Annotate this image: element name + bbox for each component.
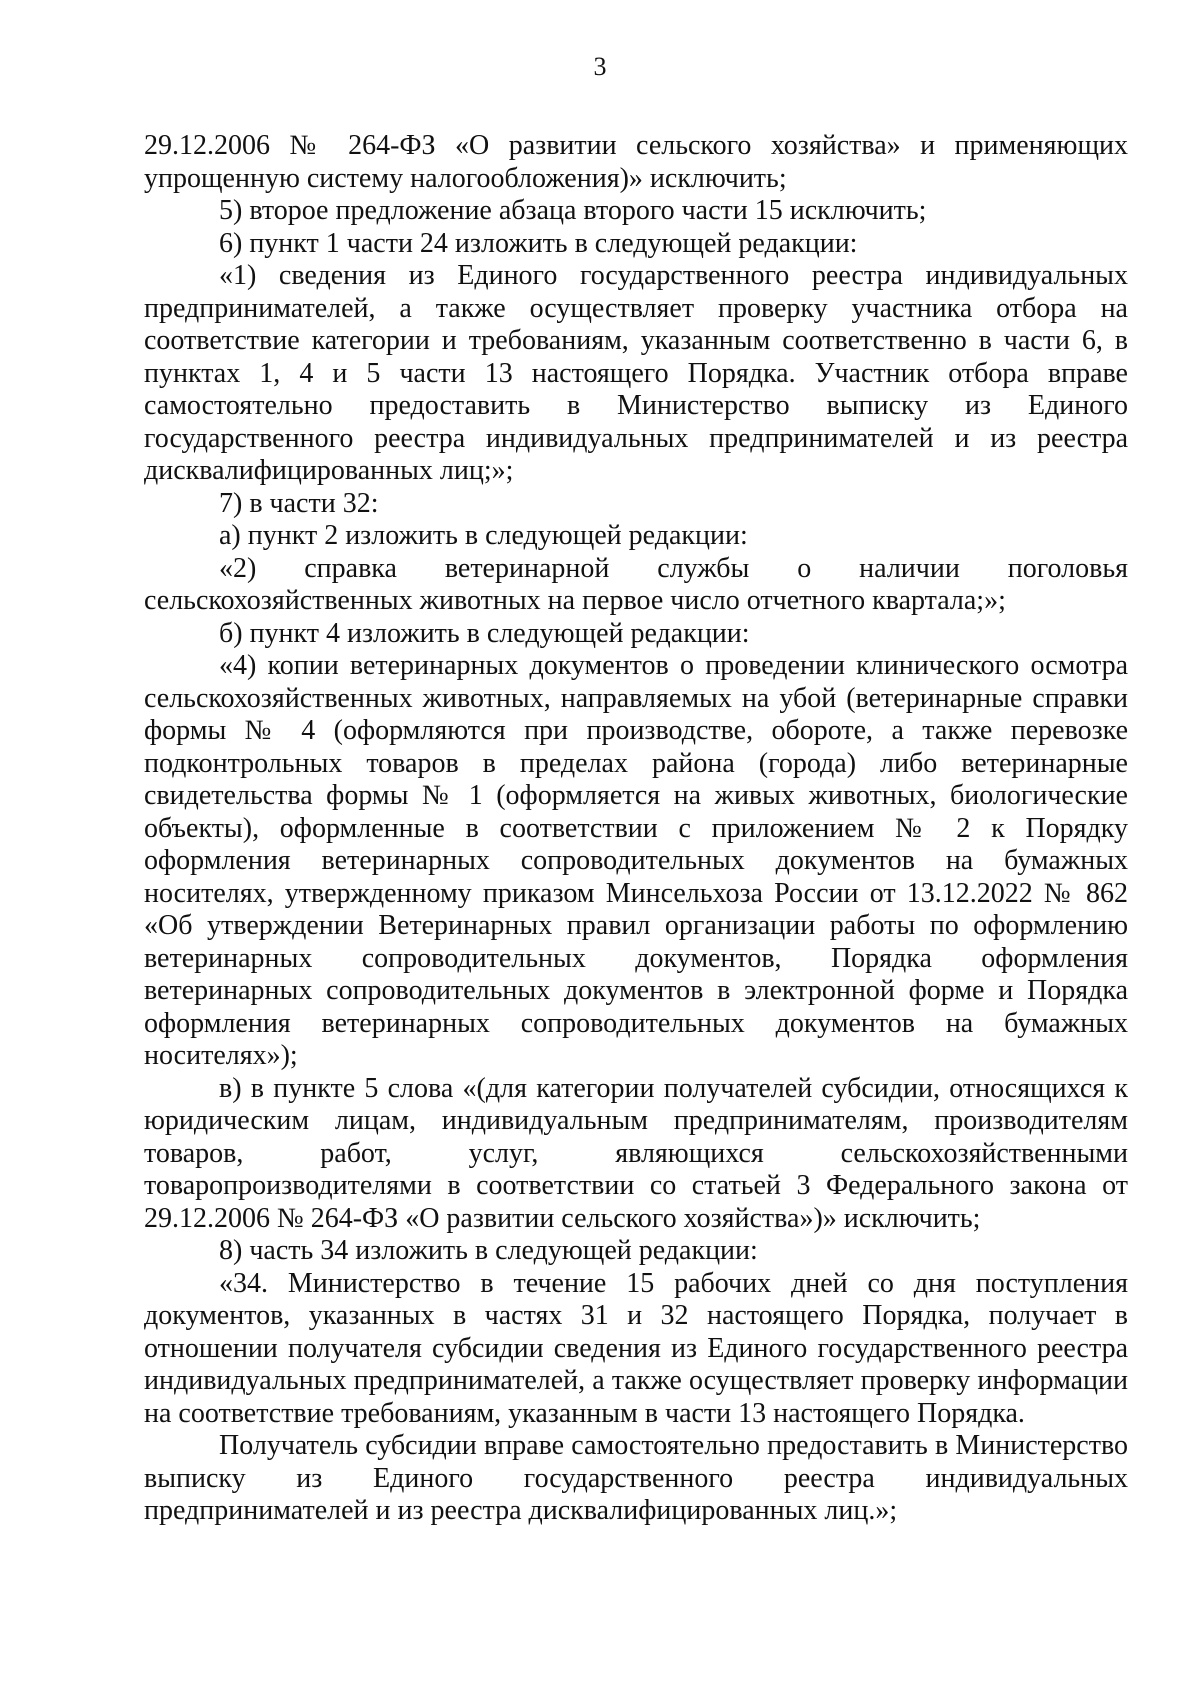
paragraph-continuation: 29.12.2006 № 264-ФЗ «О развитии сельского хозяйства» и применяющих упрощенную систему налогообложения)» исключить; xyxy=(144,130,1128,194)
paragraph-item-7v: в) в пункте 5 слова «(для категории получателей субсидии, относящихся к юридическим лицам, индивидуальным предпринимателям, производителям товаров, работ, услуг, являющихся сельскохозяйственными товаропроизводителями в соответствии со статьей 3 Федерального закона от 29.12.2006 № 264-ФЗ «О развитии сельского хозяйства»)» исключить; xyxy=(144,1072,1128,1234)
paragraph-item-7b: б) пункт 4 изложить в следующей редакции: xyxy=(219,617,750,649)
paragraph-item-7b-text: «4) копии ветеринарных документов о проведении клинического осмотра сельскохозяйственных животных, направляемых на убой (ветеринарные справки формы № 4 (оформляются при производстве, обороте, а также перевозке подконтрольных товаров в пределах района (города) либо ветеринарные свидетельства формы № 1 (оформляется на живых животных, биологические объекты), оформленные в соответствии с приложением № 2 к Порядку оформления ветеринарных сопроводительных документов на бумажных носителях, утвержденному приказом Минсельхоза России от 13.12.2022 № 862 «Об утверждении Ветеринарных правил организации работы по оформлению ветеринарных сопроводительных документов, Порядка оформления ветеринарных сопроводительных документов в электронной форме и Порядка оформления ветеринарных сопроводительных документов на бумажных носителях»); xyxy=(144,650,1128,1071)
paragraph-item-7: 7) в части 32: xyxy=(219,487,379,519)
paragraph-item-5: 5) второе предложение абзаца второго части 15 исключить; xyxy=(219,195,927,226)
paragraph-item-8: 8) часть 34 изложить в следующей редакции: xyxy=(219,1235,758,1266)
paragraph-item-6-text: «1) сведения из Единого государственного реестра индивидуальных предпринимателей, а также осуществляет проверку участника отбора на соответствие категории и требованиям, указанным соответственно в части 6, в пунктах 1, 4 и 5 части 13 настоящего Порядка. Участник отбора вправе самостоятельно предоставить в Министерство выписку из Единого государственного реестра индивидуальных предпринимателей и из реестра дисквалифицированных лиц;»; xyxy=(144,260,1128,486)
document-body xyxy=(144,130,1128,1528)
paragraph-item-6: 6) пункт 1 части 24 изложить в следующей редакции: xyxy=(219,227,858,259)
paragraph-item-7a: а) пункт 2 изложить в следующей редакции: xyxy=(219,520,748,551)
paragraph-item-7a-text: «2) справка ветеринарной службы о наличии поголовья сельскохозяйственных животных на первое число отчетного квартала;»; xyxy=(144,552,1128,616)
paragraph-item-8-text-2: Получатель субсидии вправе самостоятельно предоставить в Министерство выписку из Единого государственного реестра индивидуальных предпринимателей и из реестра дисквалифицированных лиц.»; xyxy=(144,1430,1128,1526)
paragraph-item-8-text: «34. Министерство в течение 15 рабочих дней со дня поступления документов, указанных в частях 31 и 32 настоящего Порядка, получает в отношении получателя субсидии сведения из Единого государственного реестра индивидуальных предпринимателей, а также осуществляет проверку информации на соответствие требованиям, указанным в части 13 настоящего Порядка. xyxy=(144,1267,1128,1429)
page-number: 3 xyxy=(593,52,607,81)
